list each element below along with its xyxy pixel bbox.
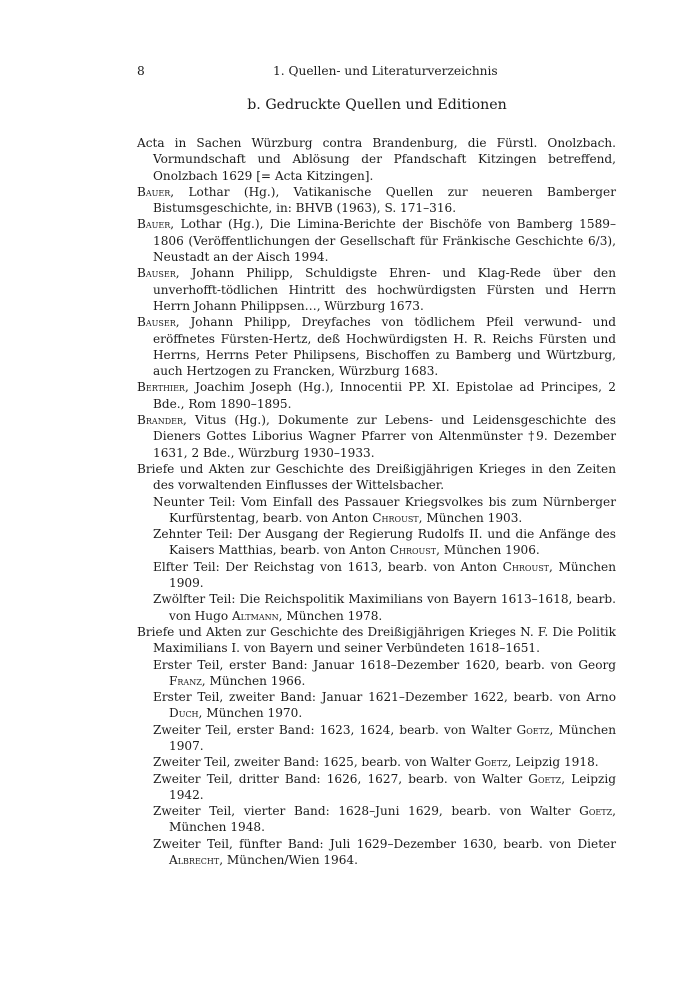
subentry-title: Neunter Teil: Vom Einfall des Passauer Kriegsvolkes bis zum Nürnberger Kurfürstentag, bearb. von Anton bbox=[153, 494, 616, 525]
bibliography-entry bbox=[137, 184, 616, 217]
subentry-imprint: , Leipzig 1942. bbox=[169, 771, 617, 802]
subentry-title: Zwölfter Teil: Die Reichspolitik Maximilians von Bayern 1613–1618, bearb. von Hugo bbox=[153, 592, 616, 623]
bibliography-subentry bbox=[153, 836, 616, 869]
author-name: Bauser bbox=[137, 266, 176, 281]
entry-text: Acta in Sachen Würzburg contra Brandenburg, die Fürstl. Onolzbach. Vormundschaft und Ablösung der Pfandschaft Kitzingen betreffend, Onolzbach 1629 [= Acta Kitzingen]. bbox=[137, 136, 616, 183]
editor-name: Chroust bbox=[502, 559, 550, 574]
author-name: Bauser bbox=[137, 315, 176, 330]
bibliography-entry bbox=[137, 216, 616, 265]
subentry-imprint: , München 1970. bbox=[198, 706, 303, 721]
subentry-title: Zweiter Teil, erster Band: 1623, 1624, bearb. von Walter bbox=[153, 722, 517, 737]
editor-name: Goetz bbox=[474, 755, 508, 770]
subentry-imprint: , München 1906. bbox=[436, 543, 540, 558]
bibliography-subentry bbox=[153, 689, 616, 722]
subentry-imprint: , München 1909. bbox=[169, 559, 616, 591]
bibliography-entry bbox=[137, 461, 616, 494]
editor-name: Chroust bbox=[389, 543, 437, 558]
subentry-imprint: , München 1903. bbox=[418, 510, 523, 525]
subentry-imprint: , München 1948. bbox=[169, 804, 616, 835]
bibliography-entry bbox=[137, 412, 616, 461]
subentry-imprint: , München 1966. bbox=[201, 673, 306, 688]
bibliography-subentry bbox=[153, 754, 616, 770]
author-name: Berthier bbox=[137, 380, 185, 395]
author-name: Brander bbox=[137, 413, 183, 428]
bibliography-entry bbox=[137, 379, 616, 412]
subentry-imprint: , Leipzig 1918. bbox=[507, 755, 599, 770]
editor-name: Altmann bbox=[231, 608, 279, 623]
subentry-imprint: , München 1978. bbox=[278, 608, 383, 623]
editor-name: Albrecht bbox=[169, 853, 220, 868]
editor-name: Franz bbox=[169, 673, 202, 688]
editor-name: Chroust bbox=[372, 510, 419, 525]
section-title: b. Gedruckte Quellen und Editionen bbox=[247, 97, 507, 113]
editor-name: Goetz bbox=[579, 804, 613, 819]
editor-name: Goetz bbox=[516, 722, 550, 737]
editor-name: Duch bbox=[169, 706, 199, 721]
subentry-title: Zweiter Teil, fünfter Band: Juli 1629–Dezember 1630, bearb. von Dieter bbox=[153, 836, 616, 851]
entry-text: , Johann Philipp, Dreyfaches von tödlichem Pfeil verwund- und eröffnetes Fürsten-Hertz, deß Hochwürdigsten H. R. Reichs Fürsten und Herrns, Herrns Peter Philipsens, Bischoffen zu Bamberg und Würtzburg, auch Hertzogen zu Francken, Würzburg 1683. bbox=[153, 315, 616, 379]
subentry-title: Zweiter Teil, dritter Band: 1626, 1627, bearb. von Walter bbox=[153, 771, 529, 786]
page-number: 8 bbox=[137, 64, 145, 78]
bibliography-subentry bbox=[153, 803, 616, 836]
subentry-title: Zehnter Teil: Der Ausgang der Regierung Rudolfs II. und die Anfänge des Kaisers Matthias, bearb. von Anton bbox=[153, 527, 616, 558]
bibliography-entry bbox=[137, 265, 616, 314]
entry-text: , Joachim Joseph (Hg.), Innocentii PP. XI. Epistolae ad Principes, 2 Bde., Rom 1890–1895. bbox=[153, 380, 616, 411]
running-title: 1. Quellen- und Literaturverzeichnis bbox=[273, 64, 498, 78]
subentry-imprint: , München/Wien 1964. bbox=[219, 853, 358, 868]
entry-text: , Vitus (Hg.), Dokumente zur Lebens- und Leidensgeschichte des Dieners Gottes Liborius Wagner Pfarrer von Altenmünster †9. Dezember 1631, 2 Bde., Würzburg 1930–1933. bbox=[153, 413, 616, 460]
bibliography-subentry bbox=[153, 722, 616, 755]
subentry-title: Zweiter Teil, vierter Band: 1628–Juni 1629, bearb. von Walter bbox=[153, 804, 580, 819]
entry-text: , Lothar (Hg.), Die Limina-Berichte der Bischöfe von Bamberg 1589–1806 (Veröffentlichungen der Gesellschaft für Fränkische Geschichte 6/3), Neustadt an der Aisch 1994. bbox=[153, 217, 616, 265]
author-name: Bauer bbox=[137, 184, 171, 199]
subentry-imprint: , München 1907. bbox=[169, 722, 616, 753]
bibliography-entry bbox=[137, 624, 616, 657]
subentry-title: Elfter Teil: Der Reichstag von 1613, bearb. von Anton bbox=[153, 559, 503, 574]
entry-text: Briefe und Akten zur Geschichte des Dreißigjährigen Krieges in den Zeiten des vorwaltenden Einflusses der Wittelsbacher. bbox=[137, 461, 616, 493]
bibliography-subentry bbox=[153, 657, 616, 690]
bibliography-list bbox=[137, 135, 616, 868]
subentry-title: Erster Teil, erster Band: Januar 1618–Dezember 1620, bearb. von Georg bbox=[153, 657, 616, 672]
bibliography-subentry bbox=[153, 494, 616, 527]
subentry-title: Erster Teil, zweiter Band: Januar 1621–Dezember 1622, bearb. von Arno bbox=[153, 690, 616, 705]
author-name: Bauer bbox=[137, 217, 171, 232]
bibliography-entry bbox=[137, 314, 616, 379]
subentry-title: Zweiter Teil, zweiter Band: 1625, bearb. von Walter bbox=[153, 755, 475, 770]
bibliography-entry bbox=[137, 135, 616, 184]
bibliography-subentry bbox=[153, 771, 616, 804]
editor-name: Goetz bbox=[528, 771, 562, 786]
bibliography-subentry bbox=[153, 526, 616, 559]
running-header bbox=[137, 64, 617, 80]
entry-text: , Johann Philipp, Schuldigste Ehren- und Klag-Rede über den unverhofft-tödlichen Hintritt des hochwürdigsten Fürsten und Herrn Herrn Johann Philippsen…, Würzburg 1673. bbox=[153, 266, 616, 313]
bibliography-subentry bbox=[153, 591, 616, 624]
entry-text: , Lothar (Hg.), Vatikanische Quellen zur neueren Bamberger Bistumsgeschichte, in: BHVB (1963), S. 171–316. bbox=[153, 184, 616, 216]
entry-text: Briefe und Akten zur Geschichte des Dreißigjährigen Krieges N. F. Die Politik Maximilians I. von Bayern und seiner Verbündeten 1618–1651. bbox=[137, 624, 616, 656]
bibliography-subentry bbox=[153, 559, 616, 592]
